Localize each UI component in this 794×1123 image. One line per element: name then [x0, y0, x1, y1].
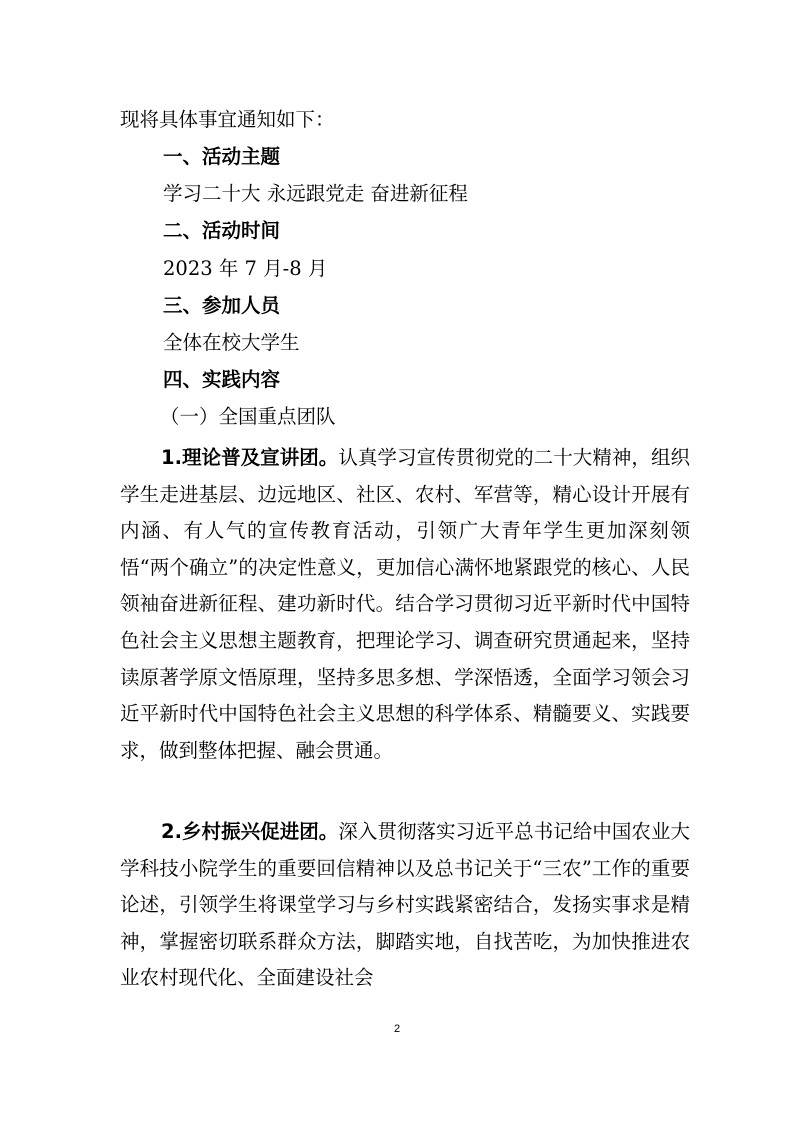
- section-heading-practice: 四、实践内容: [163, 368, 281, 391]
- section-heading-time: 二、活动时间: [163, 219, 281, 242]
- intro-text: 现将具体事宜通知如下：: [120, 108, 335, 131]
- item-title: 1.理论普及宣讲团。: [161, 446, 339, 469]
- page-number: 2: [393, 1023, 401, 1035]
- item-body: 认真学习宣传贯彻党的二十大精神，组织学生走进基层、边远地区、社区、农村、军营等，精心设计开展有内涵、有人气的宣传教育活动，引领广大青年学生更加深刻领悟“两个确立”的决定性意义，更加信心满怀地紧跟党的核心、人民领袖奋进新征程、建功新时代。结合学习贯彻习近平新时代中国特色社会主义思想主题教育，把理论学习、调查研究贯通起来，坚持读原著学原文悟原理，坚持多思多想、学深悟透，全面学习领会习近平新时代中国特色社会主义思想的科学体系、精髓要义、实践要求，做到整体把握、融会贯通。: [120, 446, 690, 762]
- item-body: 深入贯彻落实习近平总书记给中国农业大学科技小院学生的重要回信精神以及总书记关于“三农”工作的重要论述，引领学生将课堂学习与乡村实践紧密结合，发扬实事求是精神，掌握密切联系群众方法，脚踏实地，自找苦吃，为加快推进农业农村现代化、全面建设社会: [120, 820, 690, 989]
- section-heading-participants: 三、参加人员: [163, 294, 281, 317]
- item-title: 2.乡村振兴促进团。: [161, 820, 339, 843]
- subsection-heading: （一）全国重点团队: [160, 405, 336, 428]
- section-content-time: 2023 年 7 月-8 月: [163, 257, 328, 280]
- section-heading-theme: 一、活动主题: [163, 145, 281, 168]
- item-paragraph: [120, 440, 690, 769]
- section-content-participants: 全体在校大学生: [163, 331, 300, 354]
- item-paragraph: [120, 814, 690, 997]
- section-content-theme: 学习二十大 永远跟党走 奋进新征程: [163, 182, 468, 205]
